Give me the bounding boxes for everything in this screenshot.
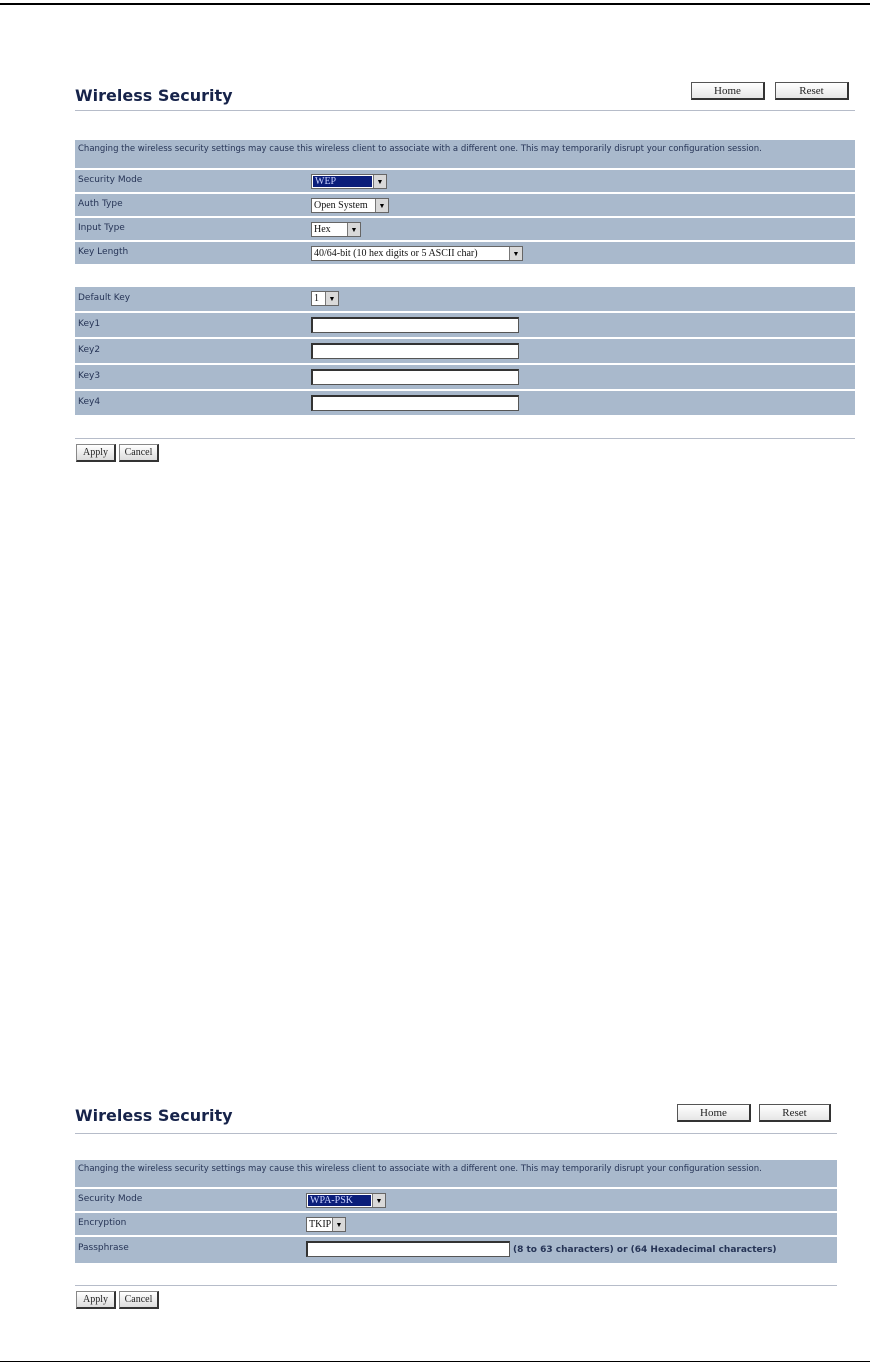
apply-button[interactable]: Apply [76,1291,116,1309]
chevron-down-icon: ▼ [375,199,388,212]
security-mode-label: Security Mode [78,175,143,185]
passphrase-hint: (8 to 63 characters) or (64 Hexadecimal characters) [513,1245,777,1255]
security-settings-table [75,140,855,270]
encryption-select[interactable] [306,1217,346,1232]
input-type-select[interactable] [311,222,361,237]
chevron-down-icon: ▼ [332,1218,345,1231]
chevron-down-icon: ▼ [509,247,522,260]
reset-button[interactable]: Reset [775,82,849,100]
wireless-security-panel-wep [75,80,855,470]
encryption-row [75,1213,837,1235]
chevron-down-icon: ▼ [347,223,360,236]
page-bottom-rule [0,1361,870,1362]
security-mode-row [75,1189,837,1211]
default-key-value: 1 [314,293,319,304]
notice-text: Changing the wireless security settings may cause this wireless client to associate with a different one. This may temporarily disrupt your configuration session. [78,144,762,154]
key1-input[interactable] [311,317,519,333]
key-length-label: Key Length [78,247,129,257]
key4-label: Key4 [78,397,101,407]
input-type-label: Input Type [78,223,125,233]
home-button[interactable]: Home [691,82,765,100]
notice-row [75,1160,837,1187]
key-length-row [75,242,855,264]
default-key-row [75,287,855,311]
wep-keys-table [75,287,855,417]
form-footer-divider [75,1285,837,1286]
form-footer-divider [75,438,855,439]
key4-row [75,391,855,415]
reset-button[interactable]: Reset [759,1104,831,1122]
default-key-label: Default Key [78,293,131,303]
key1-row [75,313,855,337]
apply-button[interactable]: Apply [76,444,116,462]
passphrase-row [75,1237,837,1263]
cancel-button[interactable]: Cancel [119,1291,159,1309]
page-top-rule [0,3,870,5]
wireless-security-panel-wpa [75,1100,837,1320]
chevron-down-icon: ▼ [325,292,338,305]
key3-input[interactable] [311,369,519,385]
key3-row [75,365,855,389]
notice-row [75,140,855,168]
auth-type-row [75,194,855,216]
cancel-button[interactable]: Cancel [119,444,159,462]
security-mode-row [75,170,855,192]
auth-type-select[interactable] [311,198,389,213]
encryption-value: TKIP [309,1219,332,1230]
input-type-row [75,218,855,240]
key2-input[interactable] [311,343,519,359]
passphrase-label: Passphrase [78,1243,129,1253]
chevron-down-icon: ▼ [372,1194,385,1207]
key-length-value: 40/64-bit (10 hex digits or 5 ASCII char) [314,248,478,259]
page-title: Wireless Security [75,86,233,105]
security-mode-select[interactable] [306,1193,386,1208]
passphrase-input[interactable] [306,1241,510,1257]
key4-input[interactable] [311,395,519,411]
page-title: Wireless Security [75,1106,233,1125]
home-button[interactable]: Home [677,1104,751,1122]
security-mode-value: WPA-PSK [308,1195,371,1206]
chevron-down-icon: ▼ [373,175,386,188]
security-mode-value: WEP [313,176,372,187]
encryption-label: Encryption [78,1218,127,1228]
key1-label: Key1 [78,319,101,329]
auth-type-label: Auth Type [78,199,123,209]
key2-label: Key2 [78,345,101,355]
notice-text: Changing the wireless security settings may cause this wireless client to associate with a different one. This may temporarily disrupt your configuration session. [78,1164,762,1174]
default-key-select[interactable] [311,291,339,306]
key-length-select[interactable] [311,246,523,261]
security-mode-label: Security Mode [78,1194,143,1204]
security-mode-select[interactable] [311,174,387,189]
title-divider [75,110,855,111]
auth-type-value: Open System [314,200,368,211]
key3-label: Key3 [78,371,101,381]
input-type-value: Hex [314,224,331,235]
security-settings-table [75,1160,837,1265]
title-divider [75,1133,837,1134]
key2-row [75,339,855,363]
